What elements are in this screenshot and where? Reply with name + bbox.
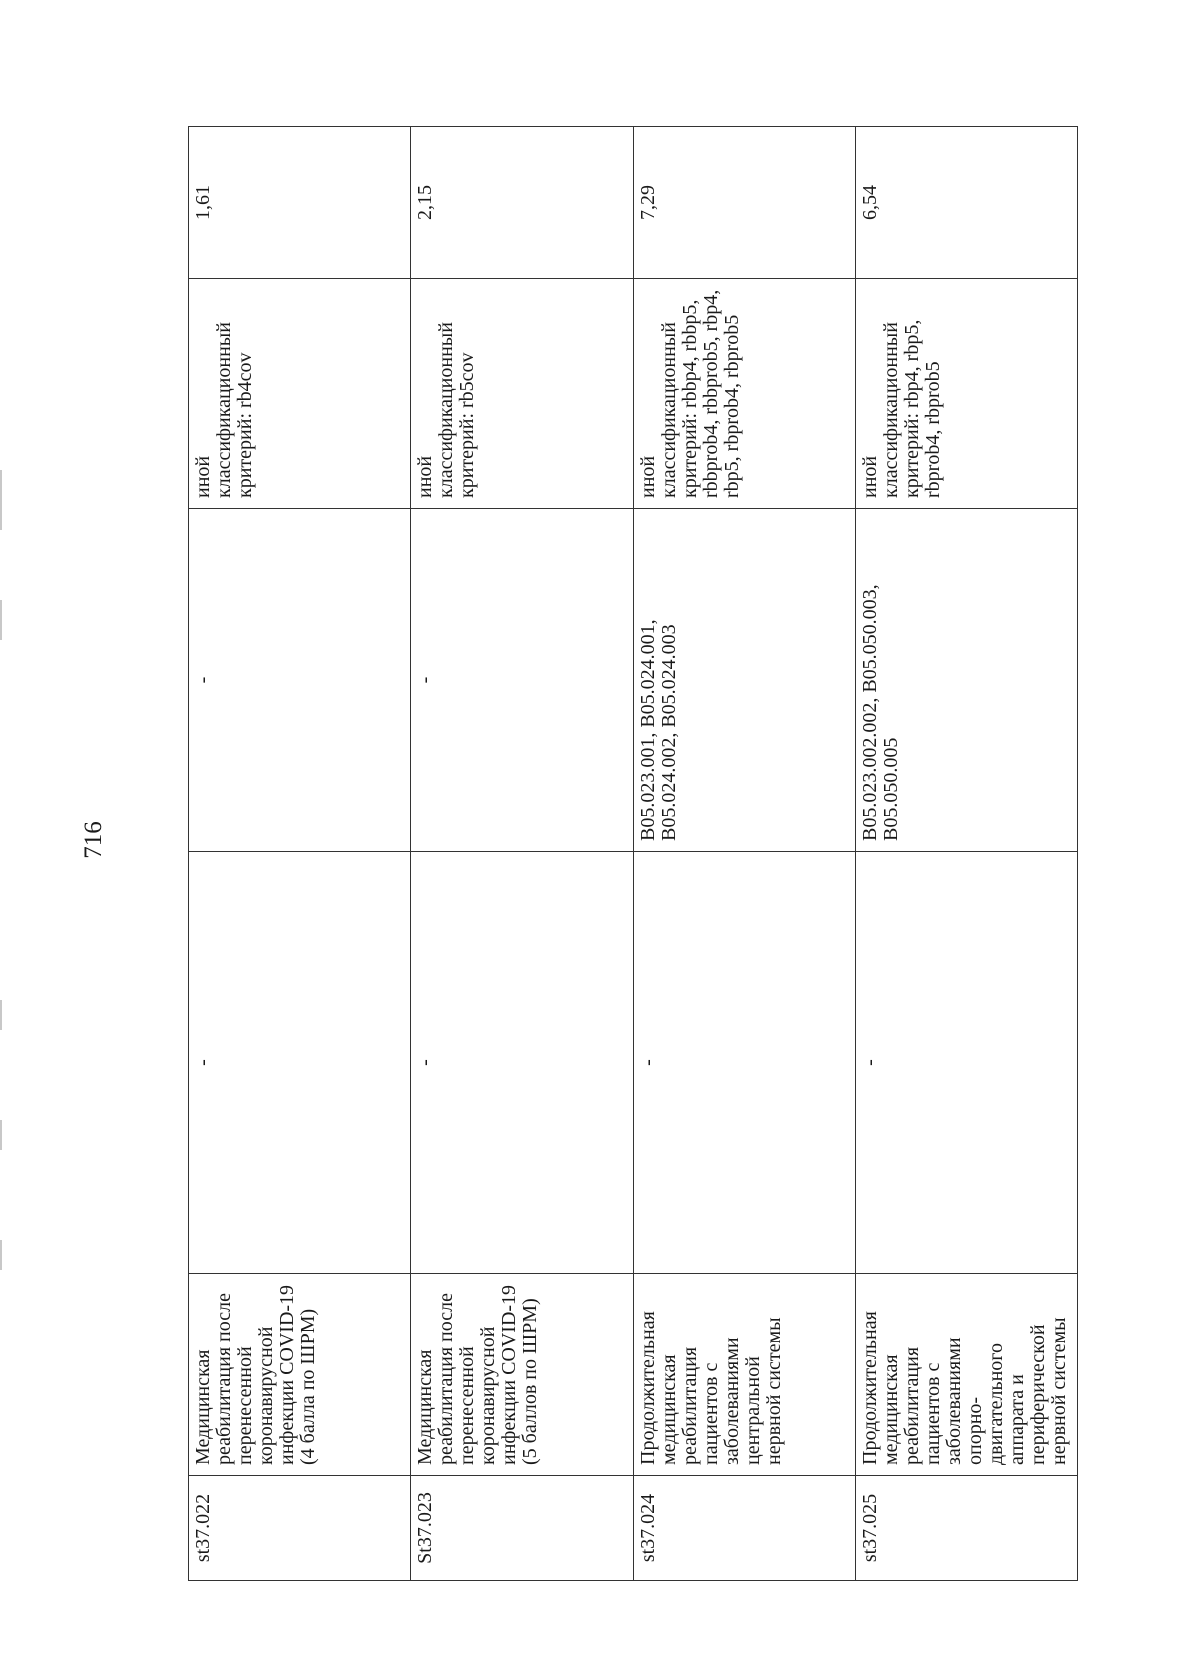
- cell-coefficient: 2,15: [411, 127, 633, 279]
- rotated-table-wrapper: [188, 127, 1078, 1581]
- cell-code: St37.023: [411, 1476, 633, 1581]
- tariff-table: [188, 126, 1078, 1581]
- cell-criteria: иной классификационный критерий: rbp4, rbp5, rbprob4, rbprob5: [855, 279, 1077, 509]
- cell-criteria: иной классификационный критерий: rbbp4, rbbp5, rbbprob4, rbbprob5, rbp4, rbp5, rbprob4, rbprob5: [633, 279, 855, 509]
- cell-services: -: [411, 509, 633, 852]
- table-row: [633, 127, 855, 1581]
- cell-dash: -: [189, 852, 411, 1274]
- cell-dash: -: [633, 852, 855, 1274]
- page-number: 716: [80, 821, 107, 859]
- cell-name: Медицинская реабилитация после перенесенной коронавирусной инфекции COVID-19 (4 балла по ШРМ): [189, 1274, 411, 1476]
- cell-name: Медицинская реабилитация после перенесенной коронавирусной инфекции COVID-19 (5 баллов по ШРМ): [411, 1274, 633, 1476]
- cell-name: Продолжительная медицинская реабилитация пациентов с заболеваниями опорно-двигательного аппарата и периферической нервной системы: [855, 1274, 1077, 1476]
- table-row: [189, 127, 411, 1581]
- cell-coefficient: 6,54: [855, 127, 1077, 279]
- cell-criteria: иной классификационный критерий: rb5cov: [411, 279, 633, 509]
- scan-edge-mark: [0, 470, 2, 530]
- cell-coefficient: 1,61: [189, 127, 411, 279]
- table-row: [411, 127, 633, 1581]
- cell-code: st37.024: [633, 1476, 855, 1581]
- scan-edge-mark: [0, 1120, 2, 1150]
- cell-code: st37.022: [189, 1476, 411, 1581]
- scan-edge-mark: [0, 1000, 2, 1030]
- cell-dash: -: [855, 852, 1077, 1274]
- cell-services: B05.023.001, B05.024.001, B05.024.002, B05.024.003: [633, 509, 855, 852]
- cell-services: -: [189, 509, 411, 852]
- scan-edge-mark: [0, 600, 2, 640]
- cell-code: st37.025: [855, 1476, 1077, 1581]
- table-row: [855, 127, 1077, 1581]
- cell-coefficient: 7,29: [633, 127, 855, 279]
- scan-edge-mark: [0, 1240, 2, 1270]
- cell-dash: -: [411, 852, 633, 1274]
- cell-name: Продолжительная медицинская реабилитация пациентов с заболеваниями центральной нервной системы: [633, 1274, 855, 1476]
- cell-criteria: иной классификационный критерий: rb4cov: [189, 279, 411, 509]
- cell-services: B05.023.002.002, B05.050.003, B05.050.005: [855, 509, 1077, 852]
